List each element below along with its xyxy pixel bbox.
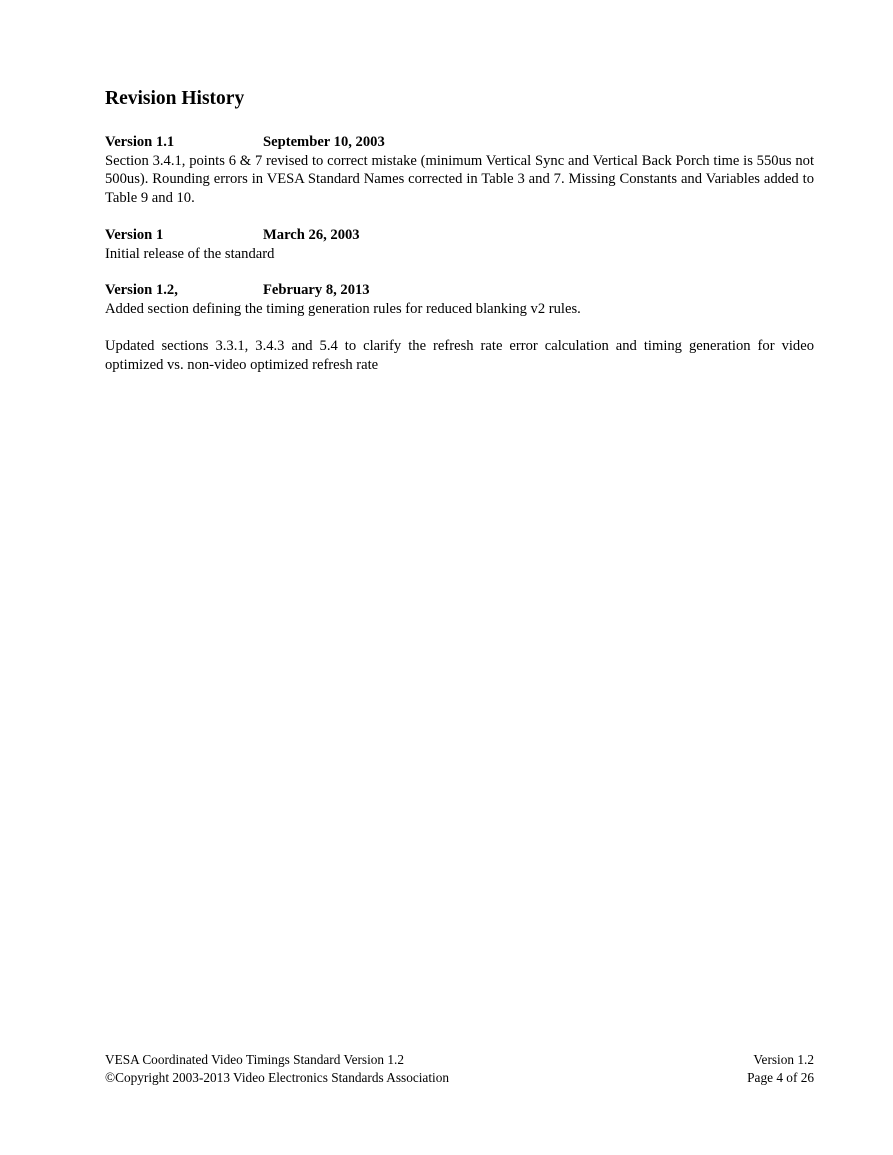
footer-document-title: VESA Coordinated Video Timings Standard Version 1.2 [105,1052,405,1067]
revision-entry-1-1 [105,133,814,207]
page-title: Revision History [105,88,245,109]
revision-entry-header [105,281,814,300]
revision-description: Section 3.4.1, points 6 & 7 revised to correct mistake (minimum Vertical Sync and Vertical Back Porch time is 550us not 500us). Rounding errors in VESA Standard Names corrected in Table 3 and 7. Missing Constants and Variables added to Table 9 and 10. [105,152,814,206]
revision-date: February 8, 2013 [263,282,370,298]
footer-page-number: Page 4 of 26 [747,1070,814,1085]
revision-description: Initial release of the standard [105,245,275,262]
revision-entry-1 [105,226,814,263]
footer-version: Version 1.2 [753,1052,814,1067]
footer-left [105,1051,449,1087]
revision-description: Added section defining the timing generation rules for reduced blanking v2 rules. [105,300,581,317]
revision-version: Version 1.1 [105,134,175,150]
revision-version: Version 1 [105,227,164,243]
revision-additional-paragraph: Updated sections 3.3.1, 3.4.3 and 5.4 to clarify the refresh rate error calculation and timing generation for video optimized vs. non-video optimized refresh rate [105,338,814,373]
footer-copyright: ©Copyright 2003-2013 Video Electronics Standards Association [105,1070,450,1085]
revision-version: Version 1.2, [105,282,178,298]
revision-entry-1-2 [105,281,814,318]
revision-date: September 10, 2003 [263,134,385,150]
revision-entry-header [105,226,814,245]
revision-entry-header [105,133,814,152]
revision-date: March 26, 2003 [263,227,360,243]
footer-right [747,1051,814,1087]
